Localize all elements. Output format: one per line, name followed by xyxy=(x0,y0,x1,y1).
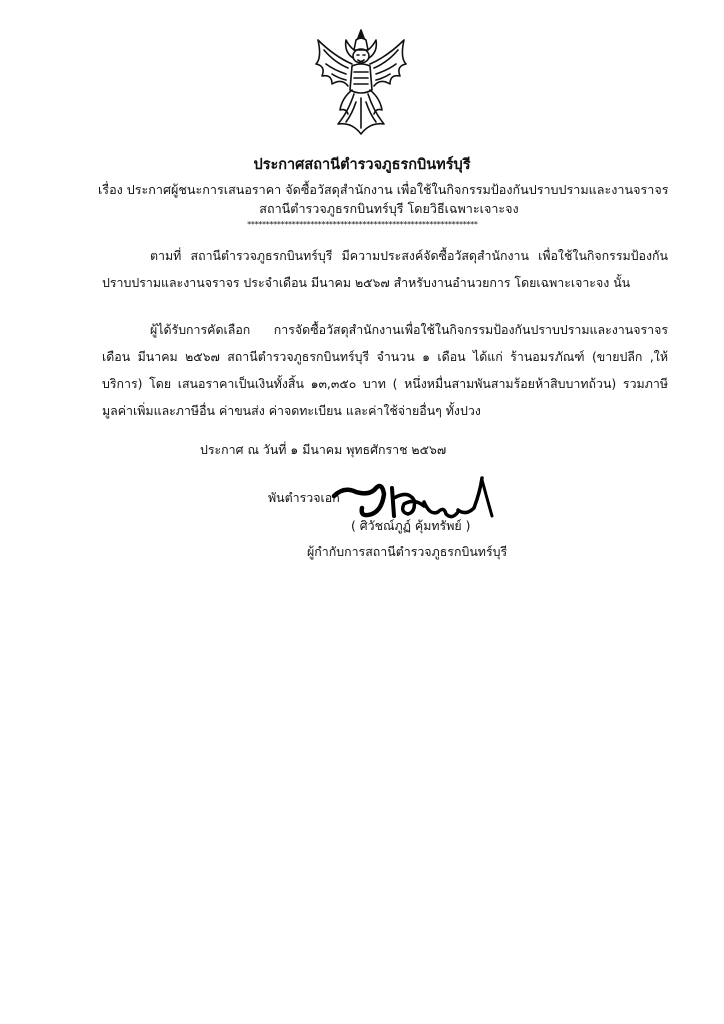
signer-position: ผู้กำกับการสถานีตำรวจภูธรกบินทร์บุรี xyxy=(307,544,508,559)
paragraph-2-text: ผู้ได้รับการคัดเลือก การจัดซื้อวัสดุสำนักงานเพื่อใช้ในกิจกรรมป้องกันปราบปรามและงานจราจร เดือน มีนาคม ๒๕๖๗ สถานีตำรวจภูธรกบินทร์บุรี จำนวน ๑ เดือน ได้แก่ ร้านอมรภัณฑ์ (ขายปลีก ,ให้บริการ) โดย เสนอราคาเป็นเงินทั้งสิ้น ๑๓,๓๕๐ บาท ( หนึ่งหมื่นสามพันสามร้อยห้าสิบบาทถ้วน) รวมภาษีมูลค่าเพิ่มและภาษีอื่น ค่าขนส่ง ค่าจดทะเบียน และค่าใช้จ่ายอื่นๆ ทั้งปวง xyxy=(102,322,668,418)
paragraph-winner xyxy=(102,316,668,424)
paragraph-1-text: ตามที่ สถานีตำรวจภูธรกบินทร์บุรี มีความประสงค์จัดซื้อวัสดุสำนักงาน เพื่อใช้ในกิจกรรมป้องกันปราบปรามและงานจราจร ประจำเดือน มีนาคม ๒๕๖๗ สำหรับงานอำนวยการ โดยเฉพาะเจาะจง นั้น xyxy=(102,248,668,290)
signer-name: ( ศิวัชณ์ภูฏ์ คุ้มทรัพย์ ) xyxy=(351,518,471,533)
announcement-date: ประกาศ ณ วันที่ ๑ มีนาคม พุทธศักราช ๒๕๖๗ xyxy=(200,442,447,457)
document-title: ประกาศสถานีตำรวจภูธรกบินทร์บุรี xyxy=(253,157,471,173)
garuda-emblem-icon xyxy=(308,28,414,138)
signer-rank: พันตำรวจเอก xyxy=(268,490,340,505)
subject-line-1: เรื่อง ประกาศผู้ชนะการเสนอราคา จัดซื้อวัสดุสำนักงาน เพื่อใช้ในกิจกรรมป้องกันปราบปรามและงานจราจร xyxy=(98,182,669,197)
paragraph-background xyxy=(102,242,668,296)
subject-line-2: สถานีตำรวจภูธรกบินทร์บุรี โดยวิธีเฉพาะเจาะจง xyxy=(259,201,519,216)
separator-line: ************************************************************** xyxy=(246,220,478,229)
document-subject xyxy=(98,180,669,218)
